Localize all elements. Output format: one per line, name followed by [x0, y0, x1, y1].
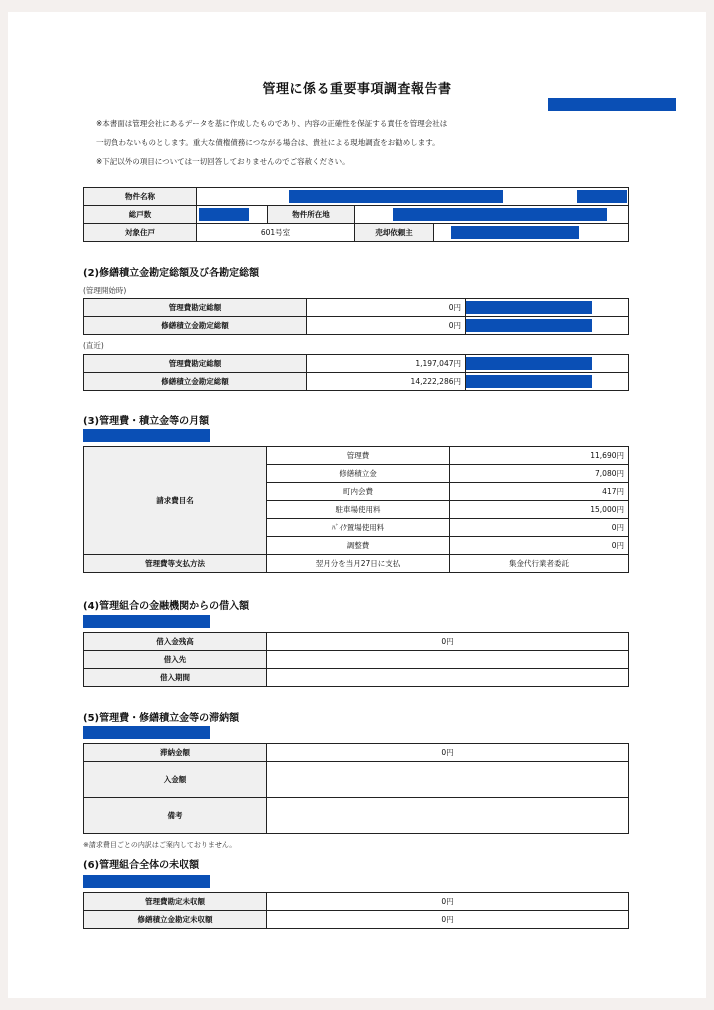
- seller-label: 売却依頼主: [355, 224, 434, 241]
- fee-name: ﾊﾞｲｸ置場使用料: [267, 519, 450, 537]
- sec2-row-value: 1,197,047円: [307, 355, 466, 373]
- section-2-title: (2)修繕積立金勘定総額及び各勘定総額: [83, 268, 260, 279]
- section-4-title: (4)管理組合の金融機関からの借入額: [83, 601, 250, 612]
- fee-group-label: 請求費目名: [84, 447, 267, 555]
- loan-balance-label: 借入金残高: [84, 633, 267, 651]
- note-line: 一切負わないものとします。重大な債権債務につながる場合は、貴社による現地調査をお勧めします。: [96, 138, 440, 147]
- fee-value: 0円: [450, 537, 629, 555]
- uncollected-label: 修繕積立金勘定未収額: [84, 911, 267, 929]
- sec4-table: [83, 632, 629, 687]
- property-table: [83, 187, 629, 242]
- sec5-footnote: ※請求費目ごとの内訳はご案内しておりません。: [83, 841, 237, 849]
- lender-value: [267, 651, 629, 669]
- note-line: ※下記以外の項目については一切回答しておりませんのでご容赦ください。: [96, 157, 350, 166]
- deposit-value: [267, 762, 629, 798]
- target-unit-label: 対象住戸: [84, 224, 197, 242]
- redaction-bar: [466, 301, 592, 314]
- fee-value: 417円: [450, 483, 629, 501]
- redaction-bar: [577, 190, 627, 203]
- loan-period-label: 借入期間: [84, 669, 267, 687]
- loan-period-value: [267, 669, 629, 687]
- uncollected-value: 0円: [267, 893, 629, 911]
- sec2-row-label: 修繕積立金勘定総額: [84, 373, 307, 391]
- fee-name: 管理費: [267, 447, 450, 465]
- redaction-bar: [466, 319, 592, 332]
- units-label: 総戸数: [84, 206, 197, 224]
- sec2-row-label: 修繕積立金勘定総額: [84, 317, 307, 335]
- sec2-row-value: 0円: [307, 317, 466, 335]
- fee-value: 0円: [450, 519, 629, 537]
- fee-value: 15,000円: [450, 501, 629, 519]
- address-label: 物件所在地: [268, 206, 355, 224]
- redaction-bar: [199, 208, 249, 221]
- redacted-cell: [466, 299, 629, 317]
- sec2-start-table: [83, 298, 629, 335]
- fee-value: 7,080円: [450, 465, 629, 483]
- fee-name: 町内会費: [267, 483, 450, 501]
- redaction-bar: [466, 357, 592, 370]
- sec2-row-value: 14,222,286円: [307, 373, 466, 391]
- redacted-cell: [466, 317, 629, 335]
- section-2-start-label: (管理開始時): [83, 286, 127, 295]
- redaction-bar: [466, 375, 592, 388]
- sec2-row-label: 管理費勘定総額: [84, 355, 307, 373]
- arrears-label: 滞納金額: [84, 744, 267, 762]
- section-6-title: (6)管理組合全体の未収額: [83, 860, 200, 871]
- note-line: ※本書面は管理会社にあるデータを基に作成したものであり、内容の正確性を保証する責任を管理会社は: [96, 119, 448, 128]
- redaction-bar: [83, 875, 210, 888]
- target-unit-value: 601号室: [197, 224, 355, 242]
- sec6-table: [83, 892, 629, 929]
- sec2-row-label: 管理費勘定総額: [84, 299, 307, 317]
- lender-label: 借入先: [84, 651, 267, 669]
- redaction-bar: [393, 208, 607, 221]
- redaction-bar: [451, 226, 579, 239]
- sec3-table: [83, 446, 629, 573]
- fee-value: 11,690円: [450, 447, 629, 465]
- uncollected-value: 0円: [267, 911, 629, 929]
- remarks-label: 備考: [84, 798, 267, 834]
- redacted-cell: [466, 355, 629, 373]
- property-name-label: 物件名称: [84, 188, 197, 206]
- arrears-value: 0円: [267, 744, 629, 762]
- redaction-bar: [83, 615, 210, 628]
- fee-name: 修繕積立金: [267, 465, 450, 483]
- units-value: [197, 206, 268, 224]
- payment-timing: 翌月分を当月27日に支払: [267, 555, 450, 573]
- redaction-bar: [83, 726, 210, 739]
- sec2-row-value: 0円: [307, 299, 466, 317]
- sec5-table: [83, 743, 629, 834]
- uncollected-label: 管理費勘定未収額: [84, 893, 267, 911]
- fee-name: 駐車場使用料: [267, 501, 450, 519]
- remarks-value: [267, 798, 629, 834]
- fee-name: 調整費: [267, 537, 450, 555]
- page-title: 管理に係る重要事項調査報告書: [262, 82, 452, 97]
- payment-method-label: 管理費等支払方法: [84, 555, 267, 573]
- section-5-title: (5)管理費・修繕積立金等の滞納額: [83, 713, 240, 724]
- section-3-title: (3)管理費・積立金等の月額: [83, 416, 210, 427]
- sec2-recent-table: [83, 354, 629, 391]
- seller-cell: [355, 224, 629, 242]
- redaction-bar: [289, 190, 503, 203]
- redaction-bar: [548, 98, 676, 111]
- payment-method: 集金代行業者委託: [450, 555, 629, 573]
- section-2-recent-label: (直近): [83, 341, 104, 350]
- loan-balance-value: 0円: [267, 633, 629, 651]
- property-name-value: [197, 188, 629, 206]
- redacted-cell: [466, 373, 629, 391]
- deposit-label: 入金額: [84, 762, 267, 798]
- address-value: [355, 206, 629, 224]
- redaction-bar: [83, 429, 210, 442]
